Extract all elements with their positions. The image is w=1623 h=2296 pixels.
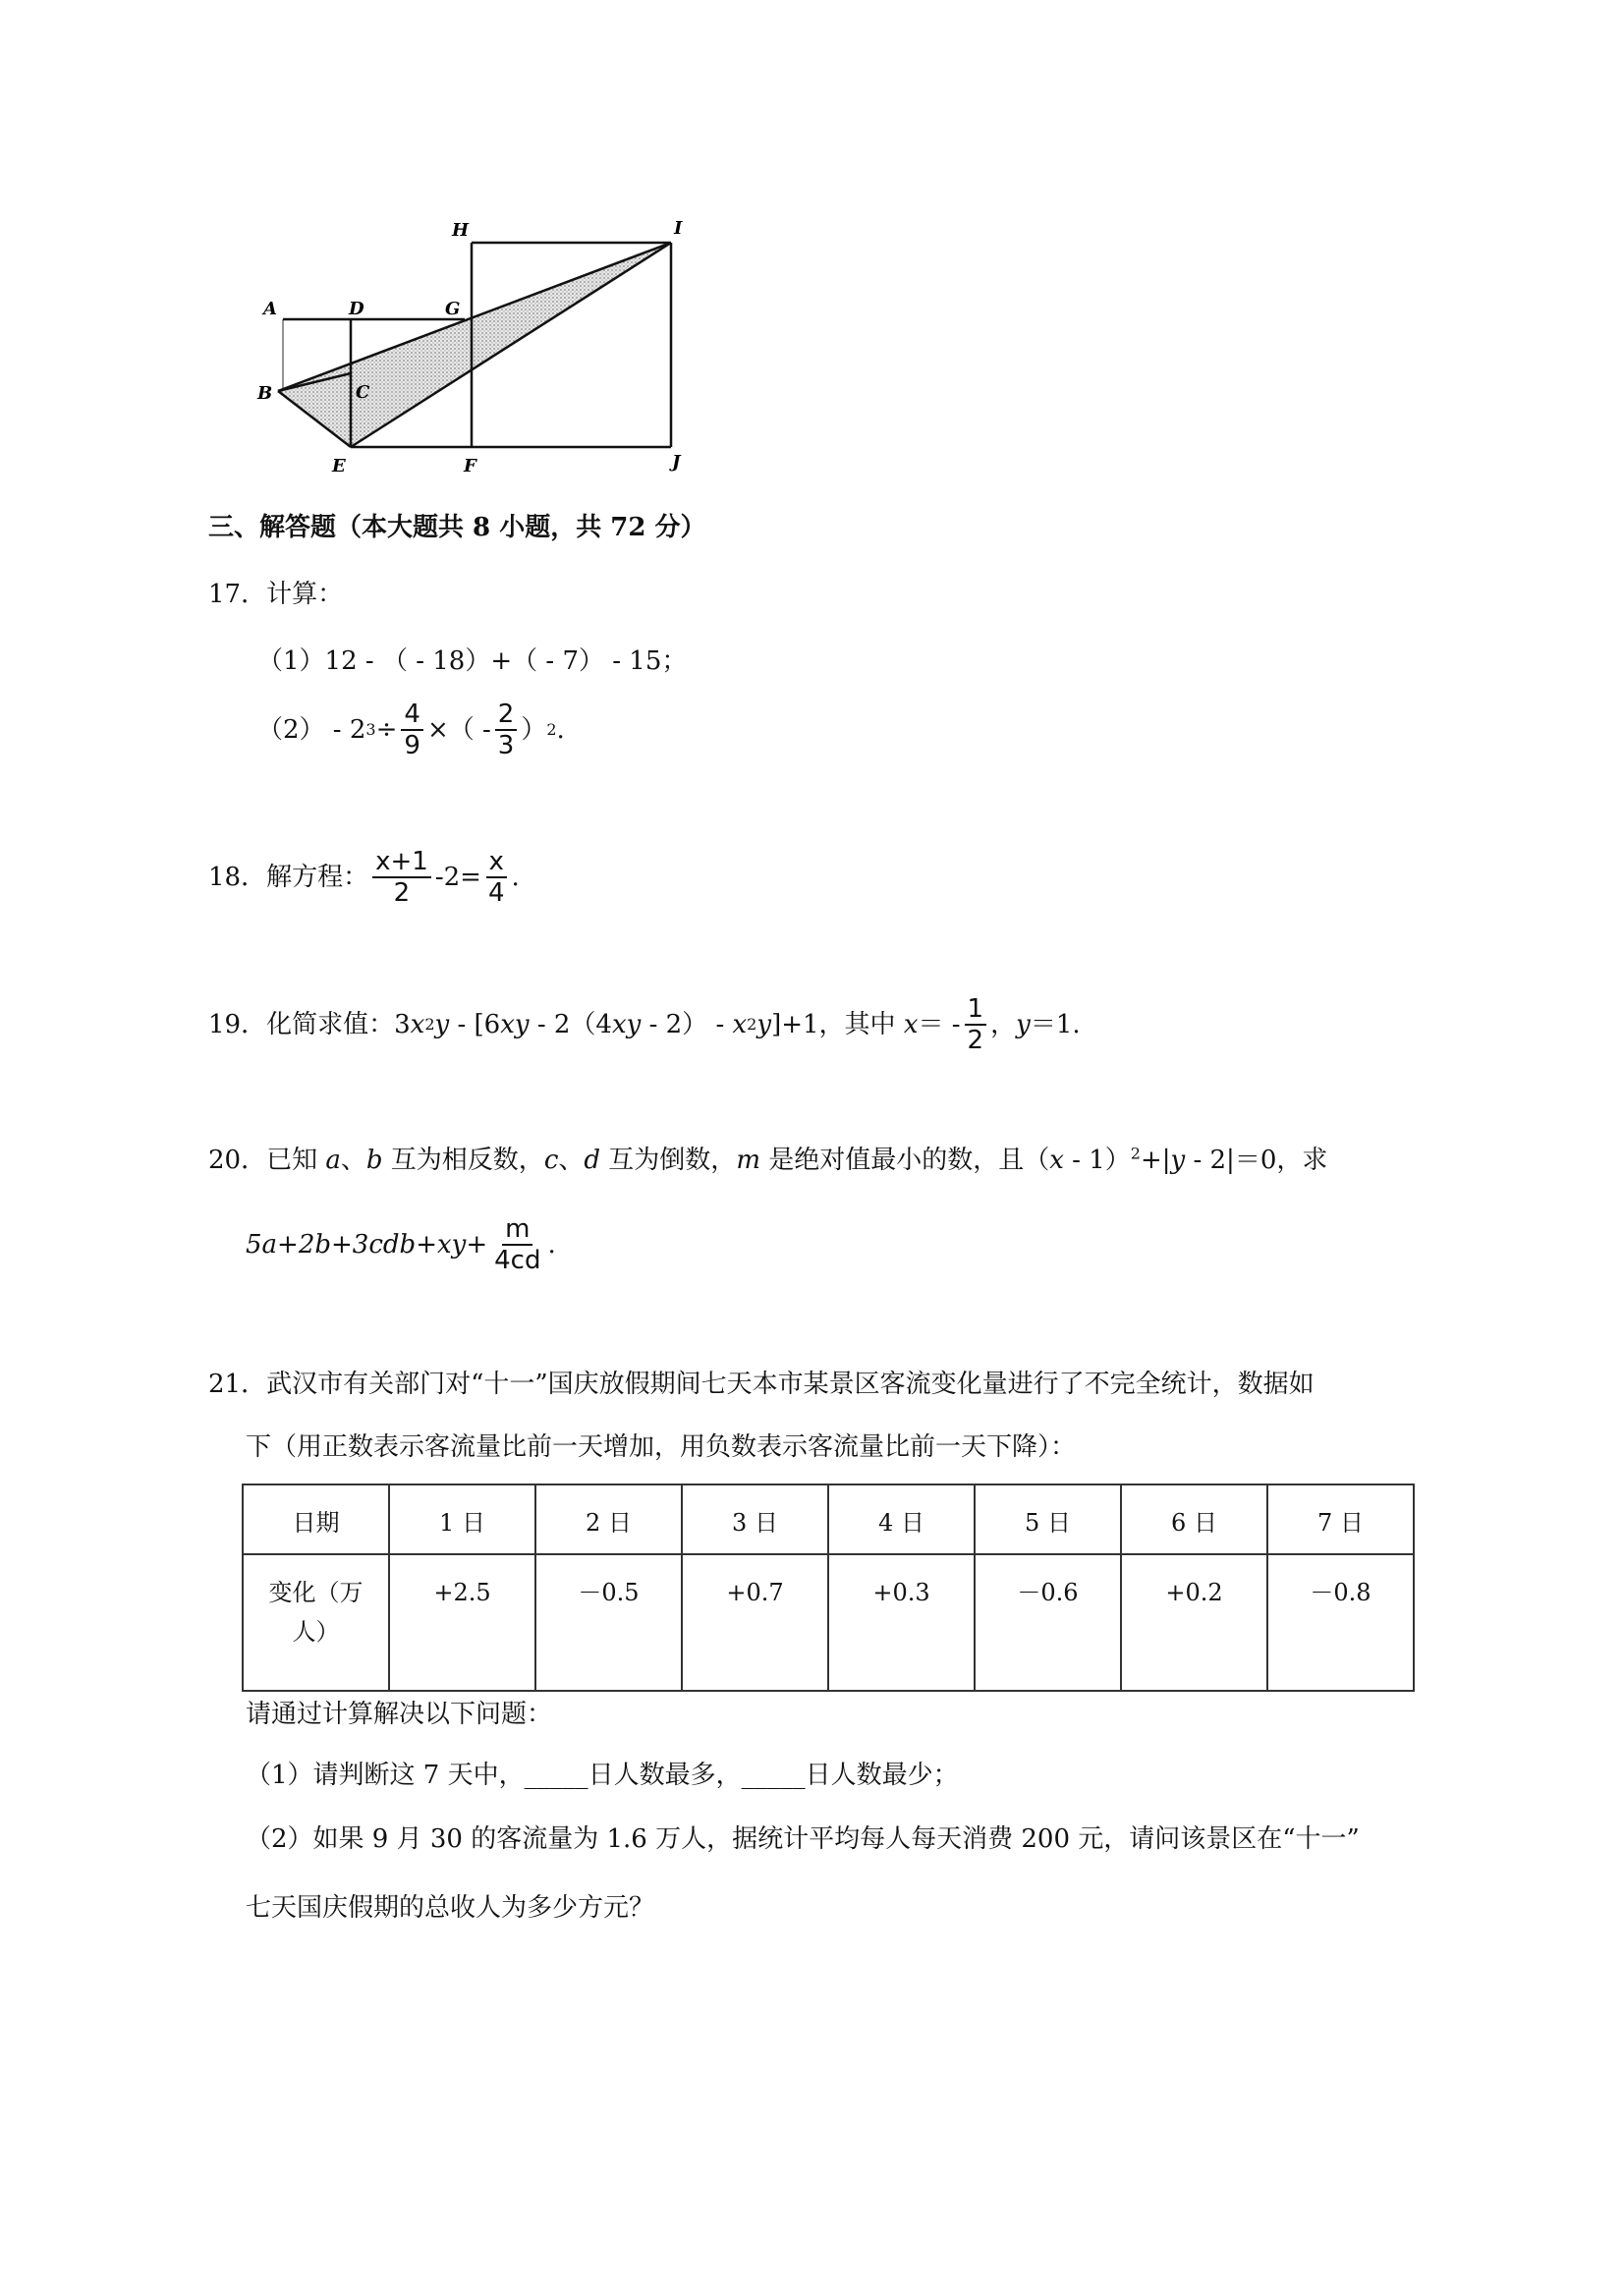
q18-frac1 bbox=[372, 847, 431, 908]
q17-part1: （1）12 - （ - 18）+（ - 7） - 15； bbox=[257, 646, 688, 676]
row-label-line2: 人） bbox=[292, 1618, 340, 1646]
table-cell: －0.8 bbox=[1267, 1554, 1414, 1691]
table-cell: +2.5 bbox=[389, 1554, 535, 1691]
q19-x2: x bbox=[732, 1010, 748, 1039]
q21-part2-line2: 七天国庆假期的总收人为多少方元？ bbox=[246, 1893, 655, 1923]
table-row-label bbox=[243, 1554, 389, 1691]
q20-d: d bbox=[584, 1146, 601, 1175]
q19: 19．化简求值：3 x 2 y - [6 xy - 2（4 xy - 2） - x 2 y ]+1，其中 x ＝ - $\frac{1}{2}$ ， y ＝1. bbox=[208, 994, 1081, 1055]
q20-t0: 20．已知 bbox=[208, 1146, 326, 1175]
q20-exp: 2 bbox=[1130, 1144, 1141, 1163]
q19-frac-den: 2 bbox=[967, 1026, 984, 1055]
q20-expr: 5a+2b+3cdb+xy bbox=[246, 1230, 467, 1260]
q17-frac1-den: 9 bbox=[404, 731, 420, 760]
q20-frac bbox=[491, 1214, 543, 1275]
label-F: F bbox=[464, 456, 476, 472]
q18-frac1-den: 2 bbox=[393, 878, 411, 908]
q17-p2-prefix: （2） - 2 bbox=[257, 715, 366, 745]
q19-part4: - 2） - bbox=[641, 1010, 733, 1039]
q17-frac2 bbox=[495, 700, 518, 760]
q19-y2: y bbox=[756, 1010, 772, 1039]
q20-plus: + bbox=[466, 1230, 488, 1260]
q17-head: 17．计算： bbox=[208, 580, 344, 609]
q20-y: y bbox=[1170, 1146, 1186, 1175]
label-B: B bbox=[257, 383, 273, 404]
q21-after: 请通过计算解决以下问题： bbox=[246, 1700, 553, 1729]
q20-t3: 是绝对值最小的数，且（ bbox=[759, 1146, 1050, 1175]
table-header-row bbox=[243, 1484, 1414, 1554]
table-cell: +0.3 bbox=[828, 1554, 975, 1691]
q19-y: y bbox=[434, 1010, 450, 1039]
q19-xy1: xy bbox=[500, 1010, 530, 1039]
q20-frac-num: m bbox=[502, 1214, 532, 1246]
q20-dot: . bbox=[547, 1230, 556, 1260]
q19-y3: y bbox=[1016, 1010, 1031, 1039]
q20-line2 bbox=[246, 1214, 556, 1275]
q19-head: 19．化简求值：3 bbox=[208, 1010, 411, 1039]
label-G: G bbox=[445, 299, 461, 319]
table-cell: 3 日 bbox=[682, 1484, 828, 1554]
q19-part5: ]+1，其中 bbox=[771, 1010, 904, 1039]
q20-sep1: 、 bbox=[340, 1146, 366, 1175]
q20-b: b bbox=[365, 1146, 383, 1175]
q19-frac bbox=[965, 994, 987, 1055]
q17-p2-end: ） bbox=[521, 715, 547, 745]
table-cell: 5 日 bbox=[975, 1484, 1121, 1554]
table-cell: 1 日 bbox=[389, 1484, 535, 1554]
section-title: 三、解答题（本大题共 8 小题，共 72 分） bbox=[208, 513, 706, 542]
table-cell: －0.5 bbox=[535, 1554, 682, 1691]
q21-line1: 21．武汉市有关部门对“十一”国庆放假期间七天本市某景区客流变化量进行了不完全统计，数据如 bbox=[208, 1370, 1315, 1399]
q19-x: x bbox=[410, 1010, 425, 1039]
label-E: E bbox=[332, 456, 346, 472]
q18-dot: . bbox=[511, 863, 520, 892]
q20-x: x bbox=[1049, 1146, 1064, 1175]
q20-t1: 互为相反数， bbox=[382, 1146, 544, 1175]
label-D: D bbox=[349, 299, 364, 319]
q18-frac1-num: x+1 bbox=[372, 847, 431, 878]
q19-frac-num: 1 bbox=[965, 994, 987, 1026]
q18 bbox=[208, 847, 520, 908]
q17-p2-div: ÷ bbox=[375, 715, 398, 745]
table-cell: －0.6 bbox=[975, 1554, 1121, 1691]
q19-x3: x bbox=[903, 1010, 919, 1039]
q20-c: c bbox=[543, 1146, 559, 1175]
q19-part2: - [6 bbox=[449, 1010, 501, 1039]
label-A: A bbox=[263, 299, 277, 319]
table-cell: +0.7 bbox=[682, 1554, 828, 1691]
q17-p2-dot: . bbox=[556, 715, 565, 745]
q19-part3: - 2（4 bbox=[529, 1010, 612, 1039]
q17-frac2-den: 3 bbox=[497, 731, 515, 760]
row-label-line1: 变化（万 bbox=[268, 1579, 364, 1606]
q20-t2: 互为倒数， bbox=[600, 1146, 737, 1175]
table-cell: 7 日 bbox=[1267, 1484, 1414, 1554]
q17-part2: （2） - 2 3 ÷ $\frac{4}{9}$ ×（ - $\frac{2}{3}$ ） 2 . bbox=[257, 700, 565, 760]
q18-frac2-den: 4 bbox=[487, 878, 505, 908]
q21-part1: （1）请判断这 7 天中，_____日人数最多，_____日人数最少； bbox=[246, 1761, 959, 1790]
shaded-triangle bbox=[278, 243, 671, 447]
q21-part2-line1: （2）如果 9 月 30 的客流量为 1.6 万人，据统计平均每人每天消费 200 元，请问该景区在“十一” bbox=[246, 1824, 1360, 1854]
q20-sep2: 、 bbox=[558, 1146, 585, 1175]
table-cell: +0.2 bbox=[1121, 1554, 1267, 1691]
q18-frac2 bbox=[485, 847, 508, 908]
q19-part8: ＝1. bbox=[1030, 1010, 1081, 1039]
q20-a: a bbox=[325, 1146, 341, 1175]
table-row bbox=[243, 1554, 1414, 1691]
q20-line1 bbox=[208, 1144, 1327, 1177]
table-cell: 4 日 bbox=[828, 1484, 975, 1554]
table-cell: 2 日 bbox=[535, 1484, 682, 1554]
label-H: H bbox=[452, 220, 470, 241]
q18-frac2-num: x bbox=[486, 847, 507, 878]
label-C: C bbox=[356, 382, 370, 403]
q17-frac2-num: 2 bbox=[495, 700, 518, 731]
q20-t6: - 2|＝0，求 bbox=[1185, 1146, 1328, 1175]
table-cell: 日期 bbox=[243, 1484, 389, 1554]
q20-t5: +| bbox=[1140, 1146, 1171, 1175]
q19-part7: ， bbox=[990, 1010, 1017, 1039]
traffic-table bbox=[242, 1484, 1415, 1692]
q17-frac1-num: 4 bbox=[401, 700, 423, 731]
q17-frac1 bbox=[401, 700, 423, 760]
label-J: J bbox=[672, 452, 681, 472]
q20-m: m bbox=[736, 1146, 760, 1175]
q19-part6: ＝ - bbox=[918, 1010, 961, 1039]
table-cell: 6 日 bbox=[1121, 1484, 1267, 1554]
q20-t4: - 1） bbox=[1063, 1146, 1131, 1175]
q17-p2-times: ×（ - bbox=[426, 715, 491, 745]
q18-mid: -2= bbox=[434, 863, 481, 892]
q19-xy2: xy bbox=[611, 1010, 642, 1039]
q18-head: 18．解方程： bbox=[208, 863, 369, 892]
q21-line2: 下（用正数表示客流量比前一天增加，用负数表示客流量比前一天下降）： bbox=[246, 1432, 1077, 1462]
label-I: I bbox=[674, 218, 683, 239]
q20-frac-den: 4cd bbox=[494, 1246, 541, 1275]
geometry-figure bbox=[246, 206, 717, 472]
